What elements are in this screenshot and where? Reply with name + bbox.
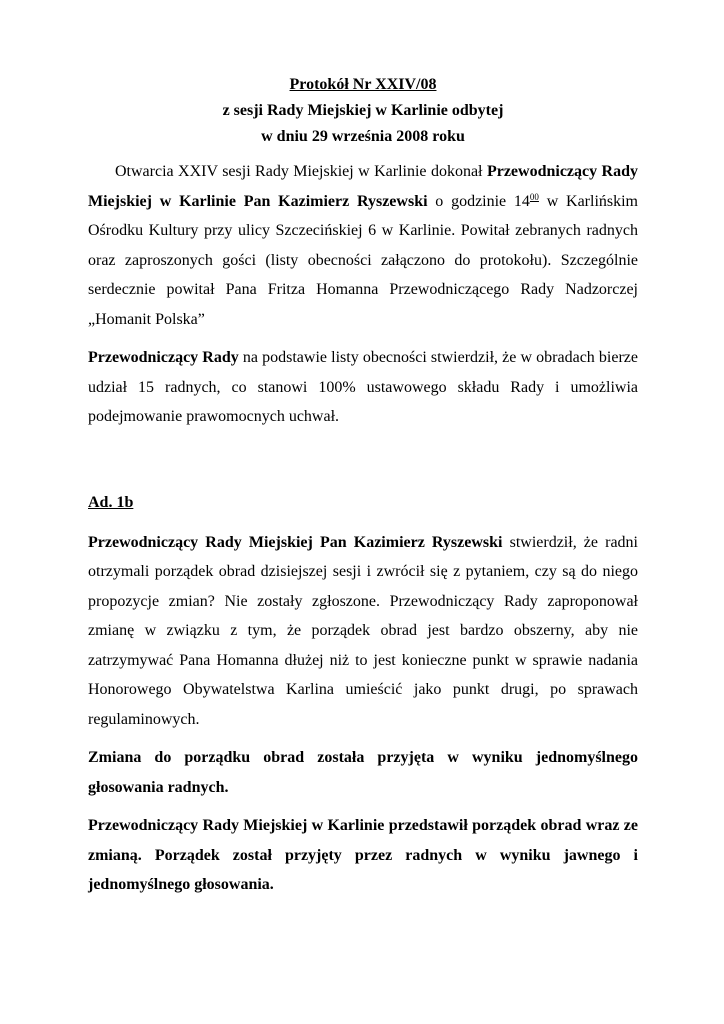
document-page xyxy=(88,72,638,900)
agenda-adopted-paragraph: Przewodniczący Rady Miejskiej w Karlinie przedstawił porządek obrad wraz ze zmianą. Porządek został przyjęty przez radnych w wyniku jawnego i jednomyślnego głosowania. xyxy=(88,817,638,893)
protocol-number: Protokół Nr XXIV/08 xyxy=(289,76,437,93)
time-minutes: 00 xyxy=(529,191,539,202)
session-description: z sesji Rady Miejskiej w Karlinie odbytej xyxy=(222,102,504,119)
agenda-paragraph xyxy=(88,528,638,735)
chairman-name-2: Przewodniczący Rady Miejskiej Pan Kazimierz Ryszewski xyxy=(88,533,503,551)
amendment-paragraph: Zmiana do porządku obrad została przyjęta w wyniku jednomyślnego głosowania radnych. xyxy=(88,749,638,796)
document-title xyxy=(88,72,638,150)
session-date: w dniu 29 września 2008 roku xyxy=(261,128,465,145)
section-heading: Ad. 1b xyxy=(88,493,134,511)
chairman-name: Przewodniczący Rady Miejskiej w Karlinie Pan Kazimierz Ryszewski xyxy=(88,163,638,210)
attendance-paragraph xyxy=(88,343,638,432)
chairman-label: Przewodniczący Rady xyxy=(88,349,239,366)
opening-paragraph xyxy=(88,157,638,334)
attendance-text: na podstawie listy obecności stwierdził, że w obradach bierze udział 15 radnych, co stanowi 100% ustawowego składu Rady i umożliwia podejmowanie prawomocnych uchwał. xyxy=(88,349,638,425)
opening-time-text: o godzinie 14 xyxy=(427,192,530,210)
opening-text: Otwarcia XXIV sesji Rady Miejskiej w Karlinie dokonał xyxy=(115,163,487,180)
opening-text-cont: w Karlińskim Ośrodku Kultury przy ulicy Szczecińskiej 6 w Karlinie. Powitał zebranych radnych oraz zaproszonych gości (listy obecności załączono do protokołu). Szczególnie serdecznie powitał Pana Fritza Homanna Przewodniczącego Rady Nadzorczej „Homanit Polska” xyxy=(88,192,638,328)
agenda-text: stwierdził, że radni otrzymali porządek obrad dzisiejszej sesji i zwrócił się z pytaniem, czy są do niego propozycje zmian? Nie zostały zgłoszone. Przewodniczący Rady zaproponował zmianę w związku z tym, że porządek obrad jest bardzo obszerny, aby nie zatrzymywać Pana Homanna dłużej niż to jest konieczne punkt w sprawie nadania Honorowego Obywatelstwa Karlina umieścić jako punkt drugi, po sprawach regulaminowych. xyxy=(88,533,639,728)
